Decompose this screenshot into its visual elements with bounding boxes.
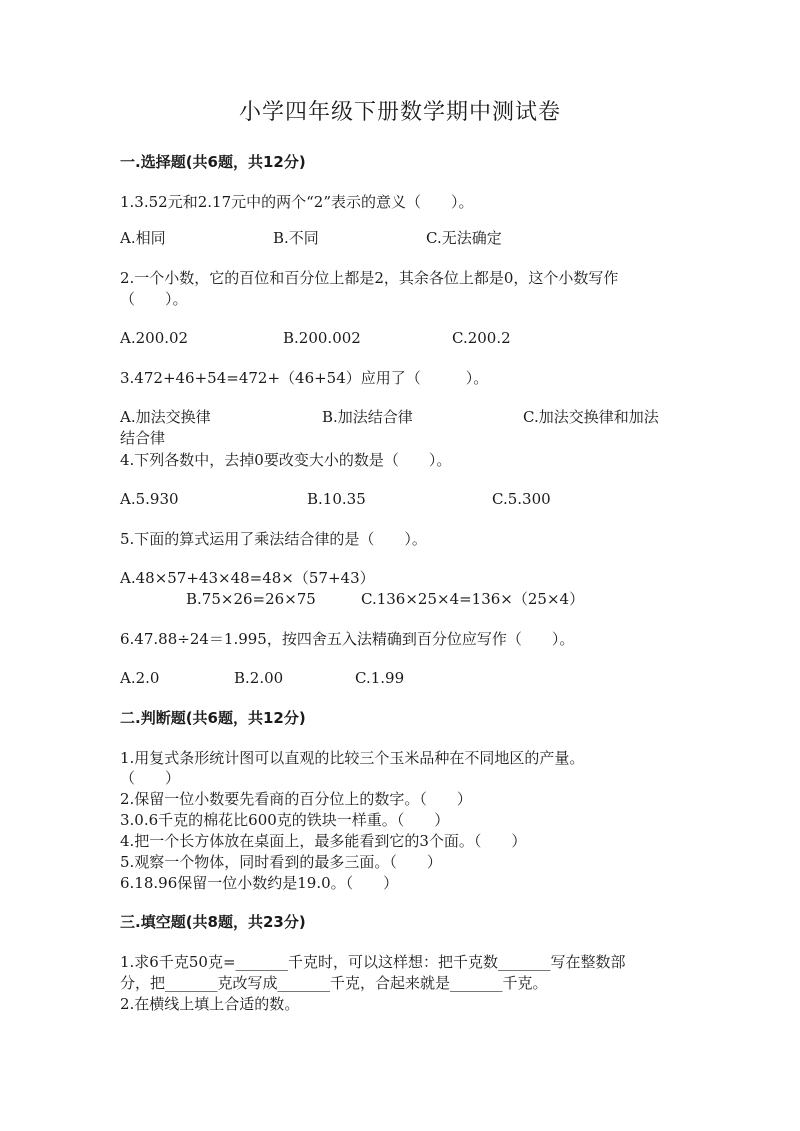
question-stem: 5.下面的算式运用了乘法结合律的是（ ）。 <box>120 530 427 548</box>
option-a: A.5.930 <box>120 490 179 508</box>
option-c: C.5.300 <box>492 490 551 508</box>
option-a: A.200.02 <box>120 329 189 347</box>
judgment-item-continued: （ ） <box>120 769 181 787</box>
option-a: A.相同 <box>120 229 166 247</box>
judgment-item: 4.把一个长方体放在桌面上，最多能看到它的3个面。（ ） <box>120 832 527 850</box>
option-c: C.1.99 <box>355 669 405 687</box>
option-a: A.加法交换律 <box>120 408 211 426</box>
option-b: B.10.35 <box>307 490 366 508</box>
option-c: C.加法交换律和加法 <box>523 408 659 426</box>
option-c: C.136×25×4=136×（25×4） <box>361 590 585 608</box>
judgment-item: 1.用复式条形统计图可以直观的比较三个玉米品种在不同地区的产量。 <box>120 749 585 767</box>
option-a: A.2.0 <box>120 669 160 687</box>
fill-in-item: 1.求6千克50克=_______千克时，可以这样想：把千克数_______写在整数部 <box>120 953 626 971</box>
question-stem: 6.47.88÷24＝1.995，按四舍五入法精确到百分位应写作（ ）。 <box>120 630 575 648</box>
fill-in-item: 2.在横线上填上合适的数。 <box>120 995 300 1013</box>
section-heading-fill-in: 三.填空题(共8题，共23分) <box>120 913 306 931</box>
question-stem-continued: （ ）。 <box>120 290 188 308</box>
question-stem: 1.3.52元和2.17元中的两个“2”表示的意义（ ）。 <box>120 193 474 211</box>
fill-in-item-continued: 分，把_______克改写成_______千克，合起来就是_______千克。 <box>120 974 548 992</box>
judgment-item: 3.0.6千克的棉花比600克的铁块一样重。（ ） <box>120 811 450 829</box>
section-heading-judgment: 二.判断题(共6题，共12分) <box>120 709 306 727</box>
option-b: B.75×26=26×75 <box>186 590 316 608</box>
judgment-item: 2.保留一位小数要先看商的百分位上的数字。（ ） <box>120 790 472 808</box>
question-stem: 4.下列各数中，去掉0要改变大小的数是（ ）。 <box>120 451 452 469</box>
option-b: B.200.002 <box>283 329 361 347</box>
option-b: B.不同 <box>273 229 319 247</box>
section-heading-choice: 一.选择题(共6题，共12分) <box>120 153 306 171</box>
option-b: B.2.00 <box>234 669 284 687</box>
question-stem: 3.472+46+54=472+（46+54）应用了（ ）。 <box>120 369 489 387</box>
option-c-continued: 结合律 <box>120 429 166 447</box>
question-stem: 2.一个小数，它的百位和百分位上都是2，其余各位上都是0，这个小数写作 <box>120 269 619 287</box>
page-title: 小学四年级下册数学期中测试卷 <box>238 100 561 125</box>
judgment-item: 6.18.96保留一位小数约是19.0。（ ） <box>120 874 399 892</box>
option-b: B.加法结合律 <box>322 408 413 426</box>
judgment-item: 5.观察一个物体，同时看到的最多三面。（ ） <box>120 853 442 871</box>
option-a: A.48×57+43×48=48×（57+43） <box>120 569 375 587</box>
option-c: C.200.2 <box>452 329 511 347</box>
option-c: C.无法确定 <box>426 229 502 247</box>
